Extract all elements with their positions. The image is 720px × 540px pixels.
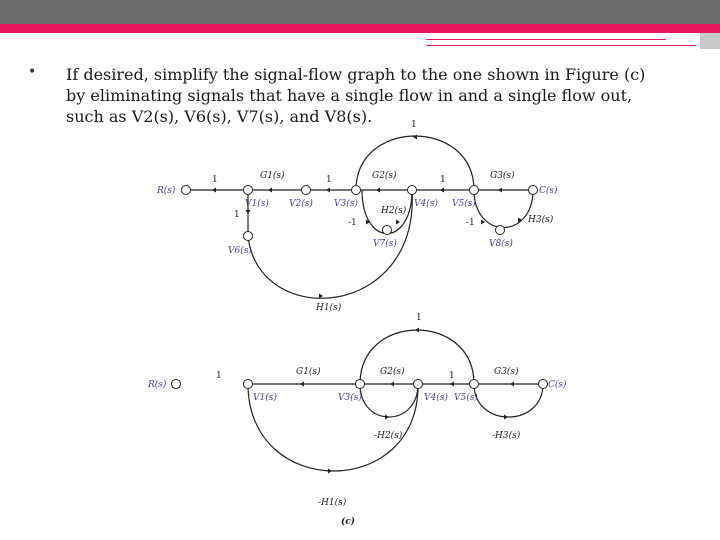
label-node-v3-c: V3(s)	[338, 393, 362, 403]
node-v7	[383, 226, 392, 235]
branch-gain: 1	[440, 175, 446, 185]
bullet-text: If desired, simplify the signal-flow graph to the one shown in Figure (c) by eliminating signals that have a single flow in and a single flow out, such as V2(s), V6(s), V7(s), and V8(s).	[66, 65, 646, 126]
node-r-c	[172, 380, 181, 389]
label-node-r: R(s)	[157, 186, 176, 196]
branch-gain: -1	[466, 218, 475, 228]
top-loop-arrow-c	[415, 328, 419, 333]
node-v6	[244, 232, 253, 241]
h3-loop-arrow-c	[504, 415, 508, 420]
top-loop-arrow	[413, 135, 417, 140]
label-node-v6: V6(s)	[228, 246, 252, 256]
label-node-v2: V2(s)	[289, 199, 313, 209]
label-node-v1-c: V1(s)	[253, 393, 277, 403]
branch-gain: H1(s)	[316, 303, 342, 313]
node-v2	[302, 186, 311, 195]
node-v3-c	[356, 380, 365, 389]
node-c	[529, 186, 538, 195]
branch-gain: 1	[216, 371, 222, 381]
top-labels	[156, 120, 558, 313]
branch-gain: -H3(s)	[492, 431, 521, 441]
branch-gain: G3(s)	[494, 367, 519, 377]
label-node-r-c: R(s)	[148, 380, 167, 390]
signal-flow-graph-top	[190, 135, 533, 299]
branch-gain: H3(s)	[528, 215, 554, 225]
label-node-v4: V4(s)	[414, 199, 438, 209]
label-node-v4-c: V4(s)	[424, 393, 448, 403]
label-node-v5-c: V5(s)	[454, 393, 478, 403]
node-v4	[408, 186, 417, 195]
branch-gain: 1	[212, 175, 218, 185]
h3-loop-branch-c	[474, 384, 543, 417]
branch-gain: 1	[449, 371, 455, 381]
branch-gain: -H1(s)	[318, 498, 347, 508]
h2-loop-branch-c	[360, 384, 418, 417]
v1-v6-arrow	[246, 210, 251, 214]
branch-gain: G3(s)	[490, 171, 515, 181]
label-node-c: C(s)	[539, 186, 558, 196]
minus1-loop-arrow-2	[481, 220, 485, 225]
branch-gain: 1	[234, 210, 240, 220]
node-c-c	[539, 380, 548, 389]
node-v5-c	[470, 380, 479, 389]
branch-gain: G1(s)	[260, 171, 285, 181]
branch-gain: H2(s)	[381, 206, 407, 216]
branch-gain: G1(s)	[296, 367, 321, 377]
label-node-v1: V1(s)	[245, 199, 269, 209]
h1-loop-arrow-c	[328, 469, 332, 474]
h2-loop-arrow	[396, 220, 400, 225]
branch-gain: 1	[416, 313, 422, 323]
node-v1	[244, 186, 253, 195]
top-loop-branch	[356, 136, 474, 190]
h2-loop-arrow-c	[385, 415, 389, 420]
branch-gain: -1	[348, 218, 357, 228]
node-v3	[352, 186, 361, 195]
top-loop-branch-c	[360, 330, 474, 384]
node-v5	[470, 186, 479, 195]
label-node-v3: V3(s)	[334, 199, 358, 209]
branch-gain: 1	[411, 120, 417, 130]
node-v8	[496, 226, 505, 235]
branch-gain: G2(s)	[372, 171, 397, 181]
bullet-symbol: •	[28, 64, 37, 80]
node-v4-c	[414, 380, 423, 389]
signal-flow-graph-bottom	[248, 328, 543, 474]
label-node-v8: V8(s)	[489, 239, 513, 249]
h1-loop-arrow	[319, 294, 323, 299]
node-r	[182, 186, 191, 195]
node-v1-c	[244, 380, 253, 389]
label-node-v5: V5(s)	[452, 199, 476, 209]
figure-caption: (c)	[341, 517, 355, 527]
label-node-c-c: C(s)	[548, 380, 567, 390]
branch-gain: -H2(s)	[374, 431, 403, 441]
branch-gain: 1	[326, 175, 332, 185]
label-node-v7: V7(s)	[373, 239, 397, 249]
bottom-labels	[147, 313, 567, 527]
branch-gain: G2(s)	[380, 367, 405, 377]
